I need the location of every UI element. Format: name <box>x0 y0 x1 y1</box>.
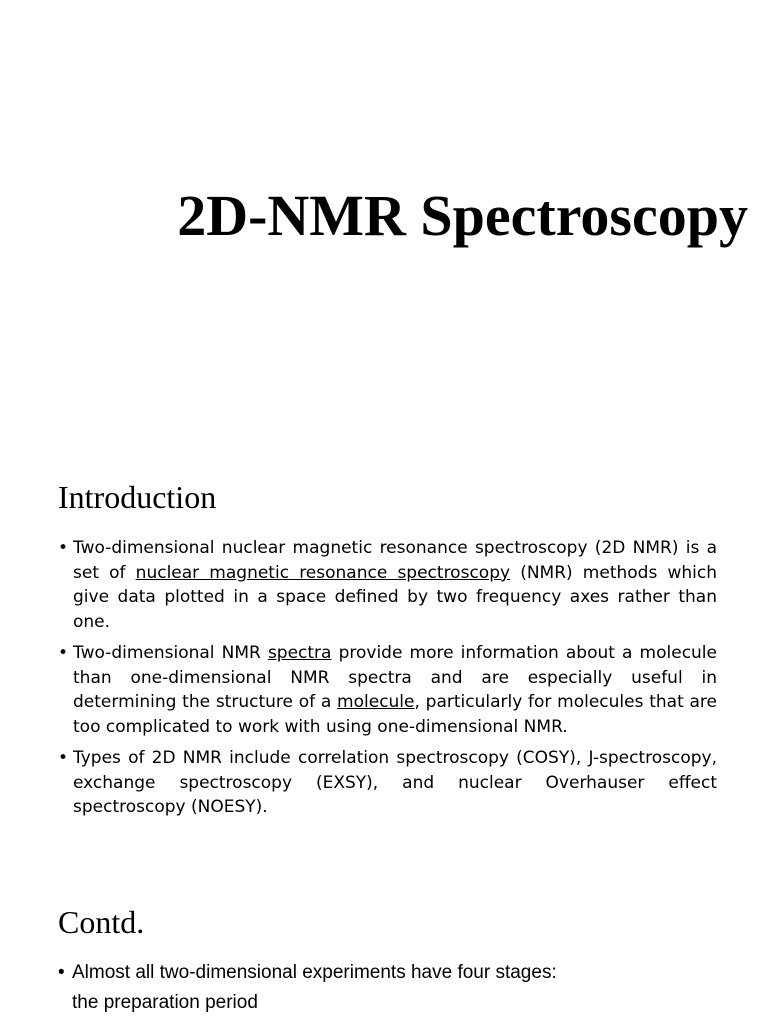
bullet-text: , particularly for molecules that are too complicated to work with using one-dimensional NMR. <box>73 692 717 737</box>
intro-bullet-list <box>58 536 717 827</box>
contd-bullet-list <box>58 958 717 1018</box>
section-heading-introduction: Introduction <box>58 479 217 515</box>
bullet-icon: • <box>58 538 69 558</box>
spectra-link[interactable]: spectra <box>267 643 332 663</box>
bullet-text: Two-dimensional nuclear magnetic resonance spectroscopy (2D NMR) is a set of <box>73 538 717 583</box>
section-heading-contd: Contd. <box>58 904 145 940</box>
list-item <box>58 746 717 820</box>
bullet-icon: • <box>58 643 69 663</box>
bullet-icon: • <box>58 748 69 768</box>
list-item <box>58 641 717 739</box>
list-item <box>58 958 717 988</box>
bullet-text: Two-dimensional NMR <box>73 643 268 663</box>
molecule-link[interactable]: molecule <box>337 692 415 712</box>
nmr-spectroscopy-link[interactable]: nuclear magnetic resonance spectroscopy <box>135 562 511 583</box>
bullet-icon: • <box>58 962 65 983</box>
slide-title: 2D-NMR Spectroscopy <box>177 183 748 248</box>
list-item-sub <box>58 988 717 1018</box>
sub-item-text: the preparation period <box>72 992 258 1013</box>
bullet-text: provide more information about a molecule than one-dimensional NMR spectra and are especially useful in determining the structure of a <box>73 643 717 712</box>
list-item <box>58 536 717 634</box>
bullet-text: (NMR) methods which give data plotted in a space defined by two frequency axes rather than one. <box>73 562 717 632</box>
bullet-text: Almost all two-dimensional experiments have four stages: <box>72 962 557 983</box>
bullet-text: Types of 2D NMR include correlation spectroscopy (COSY), J-spectroscopy, exchange spectroscopy (EXSY), and nuclear Overhauser effect spectroscopy (NOESY). <box>73 748 717 817</box>
